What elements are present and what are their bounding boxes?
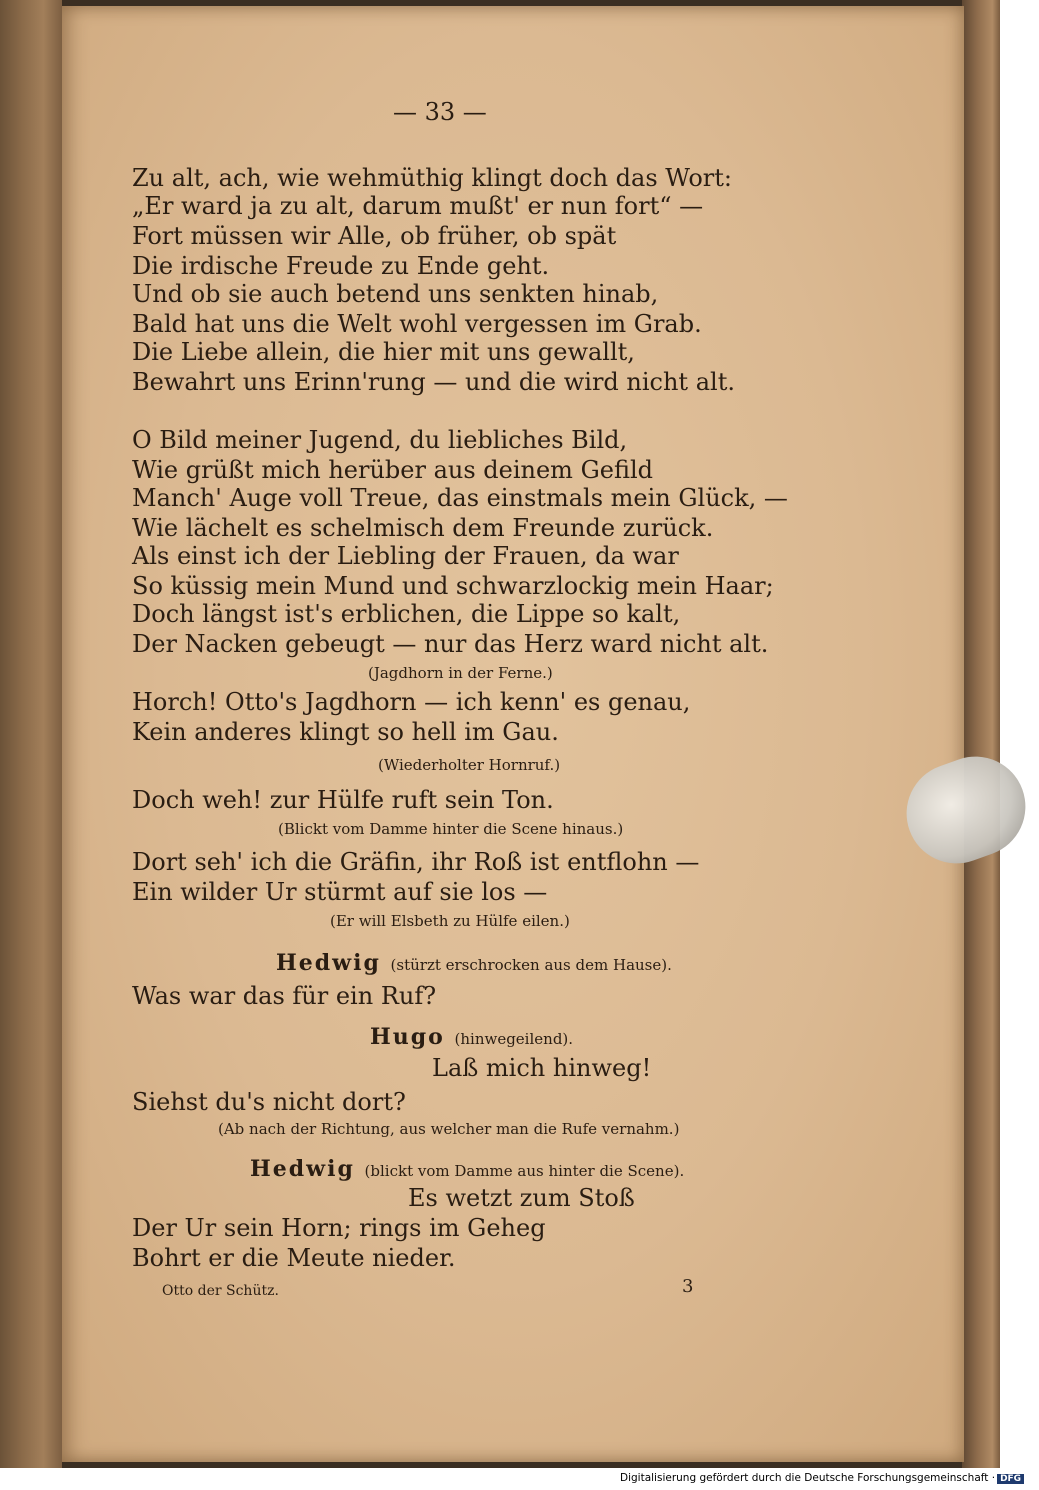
digitization-credit [620, 1472, 1022, 1488]
stage-direction: (Wiederholter Hornruf.) [378, 756, 561, 774]
verse-line: Fort müssen wir Alle, ob früher, ob spät [132, 222, 617, 250]
verse-line: Der Nacken gebeugt — nur das Herz ward nicht alt. [132, 630, 769, 658]
verse-line: Zu alt, ach, wie wehmüthig klingt doch das Wort: [132, 164, 732, 192]
verse-line: Doch weh! zur Hülfe ruft sein Ton. [132, 786, 554, 814]
verse-line: Wie grüßt mich herüber aus deinem Gefild [132, 456, 653, 484]
verse-line: Horch! Otto's Jagdhorn — ich kenn' es genau, [132, 688, 691, 716]
verse-line: Bewahrt uns Erinn'rung — und die wird nicht alt. [132, 368, 735, 396]
verse-line: „Er ward ja zu alt, darum mußt' er nun fort“ — [132, 192, 704, 220]
speaker-direction: (stürzt erschrocken aus dem Hause). [390, 956, 672, 974]
verse-line: Die irdische Freude zu Ende geht. [132, 252, 550, 280]
verse-line: Siehst du's nicht dort? [132, 1088, 406, 1116]
printer-signature-number: 3 [682, 1276, 694, 1297]
speaker-heading [250, 1156, 684, 1182]
verse-line: Der Ur sein Horn; rings im Geheg [132, 1214, 546, 1242]
verse-line: Kein anderes klingt so hell im Gau. [132, 718, 559, 746]
credit-text: Digitalisierung gefördert durch die Deutsche Forschungsgemeinschaft · [620, 1472, 996, 1484]
speaker-direction: (hinwegeilend). [454, 1030, 574, 1048]
speaker-direction: (blickt vom Damme aus hinter die Scene). [364, 1162, 685, 1180]
verse-line: Dort seh' ich die Gräfin, ihr Roß ist entflohn — [132, 848, 700, 876]
speaker-heading [370, 1024, 573, 1050]
speaker-name: Hedwig [276, 950, 381, 976]
verse-line: So küssig mein Mund und schwarzlockig mein Haar; [132, 572, 774, 600]
verse-line: Ein wilder Ur stürmt auf sie los — [132, 878, 548, 906]
verse-line: Die Liebe allein, die hier mit uns gewallt, [132, 338, 635, 366]
book-cover-left-edge [0, 0, 62, 1468]
verse-line: Es wetzt zum Stoß [408, 1184, 635, 1212]
stage-direction: (Ab nach der Richtung, aus welcher man die Rufe vernahm.) [218, 1120, 680, 1138]
speaker-name: Hugo [370, 1024, 445, 1050]
verse-line: Was war das für ein Ruf? [132, 982, 437, 1010]
verse-line: Bohrt er die Meute nieder. [132, 1244, 456, 1272]
stage-direction: (Blickt vom Damme hinter die Scene hinaus.) [278, 820, 624, 838]
speaker-heading [276, 950, 672, 976]
verse-line: Doch längst ist's erblichen, die Lippe so kalt, [132, 600, 681, 628]
dfg-logo: DFG [997, 1474, 1024, 1484]
stage-direction: (Er will Elsbeth zu Hülfe eilen.) [330, 912, 570, 930]
verse-line: Laß mich hinweg! [432, 1054, 652, 1082]
verse-line: Und ob sie auch betend uns senkten hinab, [132, 280, 659, 308]
speaker-name: Hedwig [250, 1156, 355, 1182]
page-number: — 33 — [393, 98, 487, 126]
book-cover-right-edge [962, 0, 1000, 1468]
verse-line: O Bild meiner Jugend, du liebliches Bild, [132, 426, 628, 454]
printer-signature-title: Otto der Schütz. [162, 1283, 279, 1299]
verse-line: Wie lächelt es schelmisch dem Freunde zurück. [132, 514, 714, 542]
stage-direction: (Jagdhorn in der Ferne.) [368, 664, 553, 682]
verse-line: Bald hat uns die Welt wohl vergessen im Grab. [132, 310, 702, 338]
verse-line: Als einst ich der Liebling der Frauen, da war [132, 542, 679, 570]
verse-line: Manch' Auge voll Treue, das einstmals mein Glück, — [132, 484, 788, 512]
